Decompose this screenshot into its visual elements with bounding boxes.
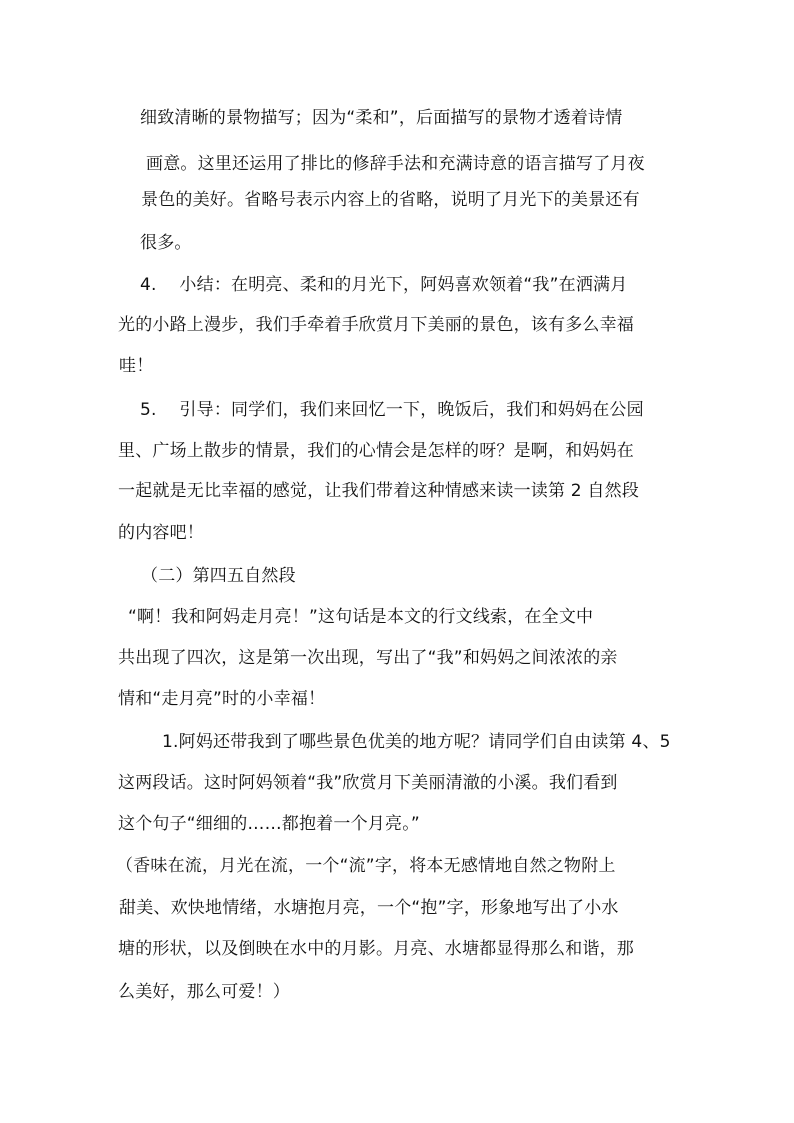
paragraph-line: 共出现了四次，这是第一次出现，写出了“我”和妈妈之间浓浓的亲 — [118, 648, 618, 668]
paragraph-line: 里、广场上散步的情景，我们的心情会是怎样的呀？是啊，和妈妈在 — [118, 441, 634, 461]
paragraph-line: 细致清晰的景物描写；因为“柔和”，后面描写的景物才透着诗情 — [140, 108, 623, 128]
list-item-1: 1.阿妈还带我到了哪些景色优美的地方呢？请同学们自由读第 4、5 — [162, 732, 671, 752]
paragraph-line: 一起就是无比幸福的感觉，让我们带着这种情感来读一读第 2 自然段 — [118, 481, 640, 501]
list-item-4: 4. 小结：在明亮、柔和的月光下，阿妈喜欢领着“我”在洒满月 — [140, 275, 628, 295]
paragraph-line: 甜美、欢快地情绪，水塘抱月亮，一个“抱”字，形象地写出了小水 — [119, 898, 619, 918]
paragraph-line: 的内容吧！ — [118, 523, 204, 543]
paragraph-line: 光的小路上漫步，我们手牵着手欣赏月下美丽的景色，该有多么幸福 — [118, 315, 634, 335]
paragraph-line: 么美好，那么可爱！） — [118, 982, 290, 1002]
paragraph-line: “啊！我和阿妈走月亮！”这句话是本文的行文线索，在全文中 — [128, 607, 594, 627]
paragraph-line: 这两段话。这时阿妈领着“我”欣赏月下美丽清澈的小溪。我们看到 — [118, 773, 618, 793]
paragraph-line: 这个句子“细细的……都抱着一个月亮。” — [118, 814, 420, 834]
paragraph-line: 哇！ — [119, 356, 154, 376]
paragraph-line: 情和“走月亮”时的小幸福！ — [118, 689, 326, 709]
paragraph-line: 画意。这里还运用了排比的修辞手法和充满诗意的语言描写了月夜 — [146, 154, 645, 174]
paragraph-line: （香味在流，月光在流，一个“流”字，将本无感情地自然之物附上 — [116, 856, 616, 876]
paragraph-line: 塘的形状，以及倒映在水中的月影。月亮、水塘都显得那么和谐，那 — [118, 939, 634, 959]
paragraph-line: 景色的美好。省略号表示内容上的省略，说明了月光下的美景还有 — [141, 190, 640, 210]
section-heading: （二）第四五自然段 — [141, 566, 296, 586]
paragraph-line: 很多。 — [140, 233, 192, 253]
list-item-5: 5. 引导：同学们，我们来回忆一下，晚饭后，我们和妈妈在公园 — [140, 400, 644, 420]
